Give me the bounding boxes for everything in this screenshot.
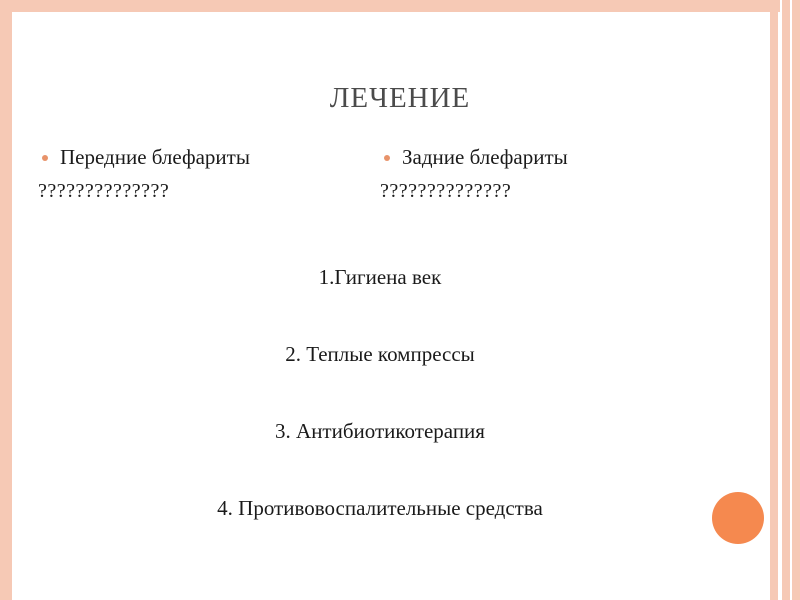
left-column-heading: Передние блефариты xyxy=(60,145,250,169)
bullet-dot-icon xyxy=(384,155,390,161)
list-item: 3. Антибиотикотерапия xyxy=(275,419,485,443)
left-column xyxy=(38,145,250,203)
right-column xyxy=(380,145,568,203)
decorative-circle-icon xyxy=(712,492,764,544)
right-column-heading: Задние блефариты xyxy=(402,145,568,169)
bullet-item xyxy=(380,145,568,170)
right-column-subtext: ?????????????? xyxy=(380,180,512,202)
list-item: 4. Противовоспалительные средства xyxy=(217,496,543,520)
bullet-item xyxy=(38,145,250,170)
treatment-list xyxy=(0,258,760,566)
left-column-subtext: ?????????????? xyxy=(38,180,170,202)
list-item: 2. Теплые компрессы xyxy=(285,342,475,366)
decorative-border-top xyxy=(0,0,780,12)
slide-title: ЛЕЧЕНИЕ xyxy=(329,82,471,114)
bullet-dot-icon xyxy=(42,155,48,161)
list-item: 1.Гигиена век xyxy=(318,265,442,289)
